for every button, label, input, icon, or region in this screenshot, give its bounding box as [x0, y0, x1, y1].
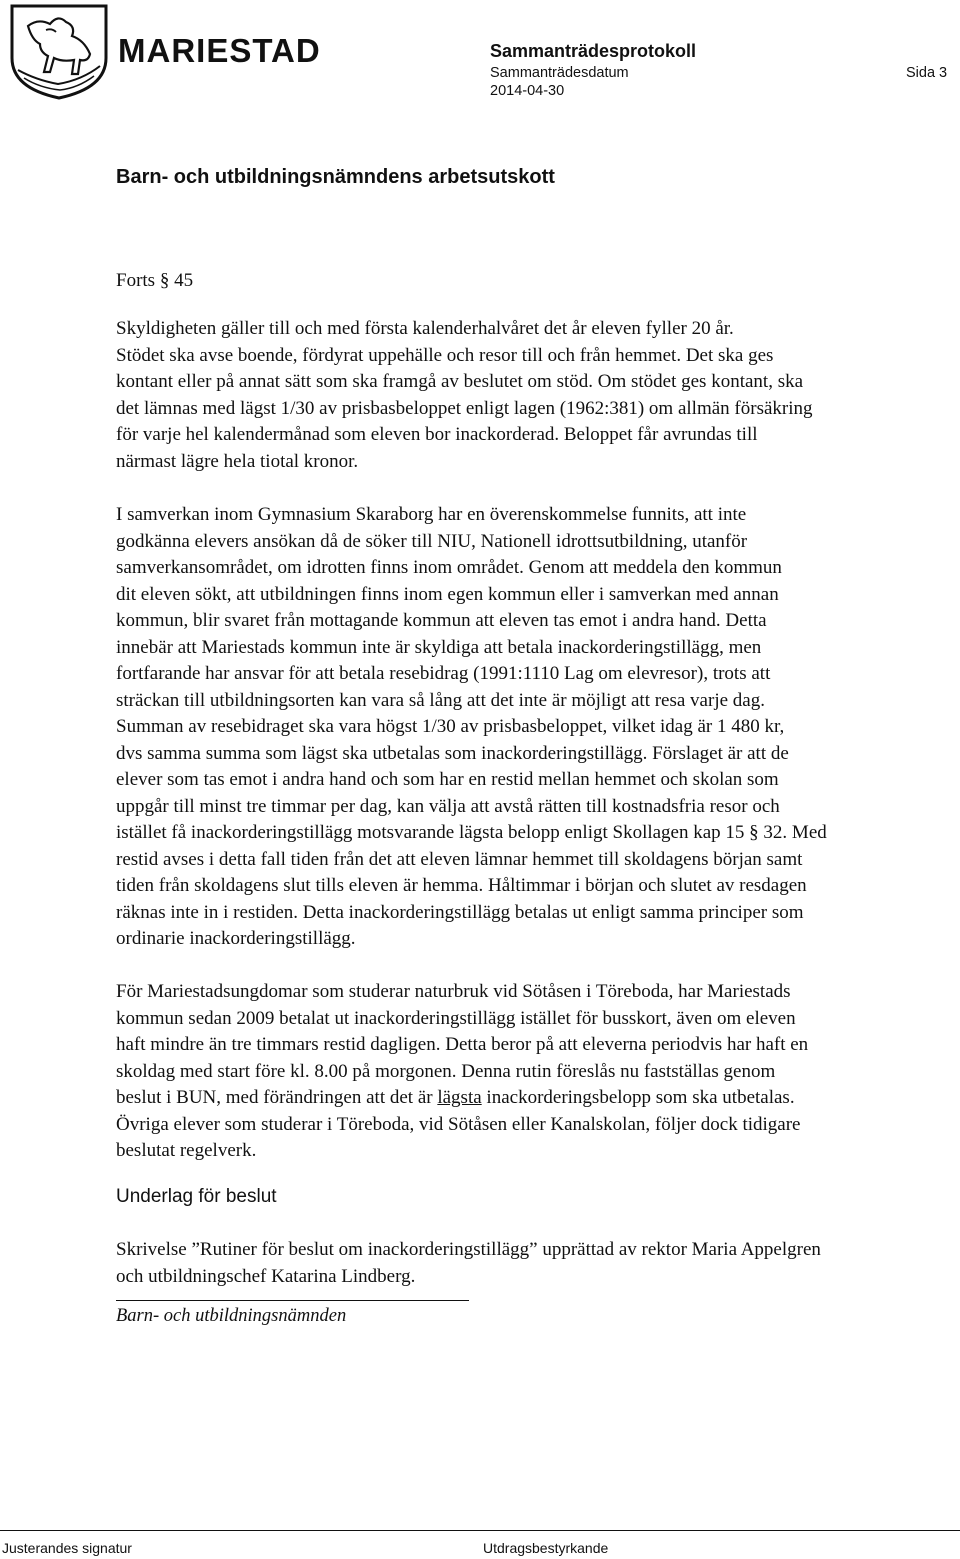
recipient-name: Barn- och utbildningsnämnden: [116, 1306, 347, 1326]
text-line: haft mindre än tre timmars restid dagligen. Detta beror på att eleverna periodvis har haft en: [116, 1034, 809, 1055]
page-number: Sida 3: [906, 65, 948, 81]
text-line: för varje hel kalendermånad som eleven bor inackorderad. Beloppet får avrundas till: [116, 424, 758, 445]
text-line: kommun sedan 2009 betalat ut inackorderingstillägg istället för busskort, även om eleven: [116, 1007, 796, 1029]
text-line: ordinarie inackorderingstillägg.: [116, 928, 356, 949]
signature-divider: [116, 1300, 469, 1301]
text-line: restid avses i detta fall tiden från det att eleven lämnar hemmet till skoldagens början samt: [116, 848, 803, 870]
paragraph-1: [116, 316, 956, 475]
text-line: räknas inte in i restiden. Detta inackorderingstillägg betalas ut enligt samma principer som: [116, 901, 804, 923]
text-line: uppgår till minst tre timmar per dag, kan välja att avstå rätten till kostnadsfria resor och: [116, 795, 780, 817]
text-line: samverkansområdet, om idrotten finns inom området. Genom att meddela den kommun: [116, 557, 782, 578]
paragraph-4: [116, 1237, 956, 1290]
text-line: och utbildningschef Katarina Lindberg.: [116, 1265, 416, 1287]
municipal-shield-icon: [6, 0, 116, 100]
footer-signature-label: Justerandes signatur: [2, 1540, 132, 1556]
text-line: det lämnas med lägst 1/30 av prisbasbeloppet enligt lagen (1962:381) om allmän försäkring: [116, 397, 813, 419]
text-line: kommun, blir svaret från mottagande kommun att eleven tas emot i andra hand. Detta: [116, 610, 767, 631]
meeting-date-label: Sammanträdesdatum: [490, 65, 629, 81]
underlag-heading: Underlag för beslut: [116, 1186, 277, 1207]
text-line: Stödet ska avse boende, fördyrat uppehälle och resor till och från hemmet. Det ska ges: [116, 344, 774, 366]
text-line: innebär att Mariestads kommun inte är skyldiga att betala inackorderingstillägg, men: [116, 636, 762, 658]
text-line: fortfarande har ansvar för att betala resebidrag (1991:1110 Lag om elevresor), trots att: [116, 663, 771, 684]
logo-wordmark: MARIESTAD: [118, 32, 321, 69]
text-line: För Mariestadsungdomar som studerar naturbruk vid Sötåsen i Töreboda, har Mariestads: [116, 981, 791, 1002]
text-line: Skyldigheten gäller till och med första kalenderhalvåret det år eleven fyller 20 år.: [116, 318, 734, 339]
text-line: dvs samma summa som lägst ska utbetalas som inackorderingstillägg. Förslaget är att de: [116, 742, 789, 764]
paragraph-2: [116, 502, 956, 953]
mariestad-logo: [6, 0, 321, 100]
footer-certification-label: Utdragsbestyrkande: [483, 1540, 609, 1556]
section-reference: Forts § 45: [116, 270, 194, 291]
text-line: istället få inackorderingstillägg motsvarande lägsta belopp enligt Skollagen kap 15 § 32. Med: [116, 822, 827, 843]
text-line: [116, 1085, 956, 1112]
text-line: elever som tas emot i andra hand och som har en restid mellan hemmet och skolan som: [116, 769, 779, 790]
text-line: godkänna elevers ansökan då de söker till NIU, Nationell idrottsutbildning, utanför: [116, 530, 748, 552]
text-line: dit eleven sökt, att utbildningen finns inom egen kommun eller i samverkan med annan: [116, 583, 779, 605]
text-fragment: inackorderingsbelopp som ska utbetalas.: [481, 1087, 795, 1108]
text-fragment: beslut i BUN, med förändringen att det är: [116, 1087, 438, 1108]
text-line: tiden från skoldagens slut tills eleven är hemma. Håltimmar i början och slutet av resdagen: [116, 875, 807, 896]
text-line: närmast lägre hela tiotal kronor.: [116, 450, 359, 472]
text-line: skoldag med start före kl. 8.00 på morgonen. Denna rutin föreslås nu fastställas genom: [116, 1060, 776, 1082]
text-line: Övriga elever som studerar i Töreboda, vid Sötåsen eller Kanalskolan, följer dock tidigare: [116, 1113, 801, 1135]
meeting-date: 2014-04-30: [490, 83, 565, 99]
text-line: Skrivelse ”Rutiner för beslut om inackorderingstillägg” upprättad av rektor Maria Appelgren: [116, 1239, 821, 1260]
footer-divider: [0, 1530, 960, 1531]
text-line: I samverkan inom Gymnasium Skaraborg har en överenskommelse funnits, att inte: [116, 504, 747, 525]
text-line: beslutat regelverk.: [116, 1140, 257, 1161]
underlined-emphasis: lägsta: [437, 1087, 482, 1108]
text-line: kontant eller på annat sätt som ska framgå av beslutet om stöd. Om stödet ges kontant, ska: [116, 371, 804, 392]
text-line: sträckan till utbildningsorten kan vara så lång att det inte är möjligt att resa varje dag.: [116, 689, 765, 711]
paragraph-3: [116, 979, 956, 1165]
document-title: Sammanträdesprotokoll: [490, 41, 697, 61]
committee-heading: Barn- och utbildningsnämndens arbetsutskott: [116, 166, 555, 188]
text-line: Summan av resebidraget ska vara högst 1/30 av prisbasbeloppet, vilket idag är 1 480 kr,: [116, 716, 785, 737]
